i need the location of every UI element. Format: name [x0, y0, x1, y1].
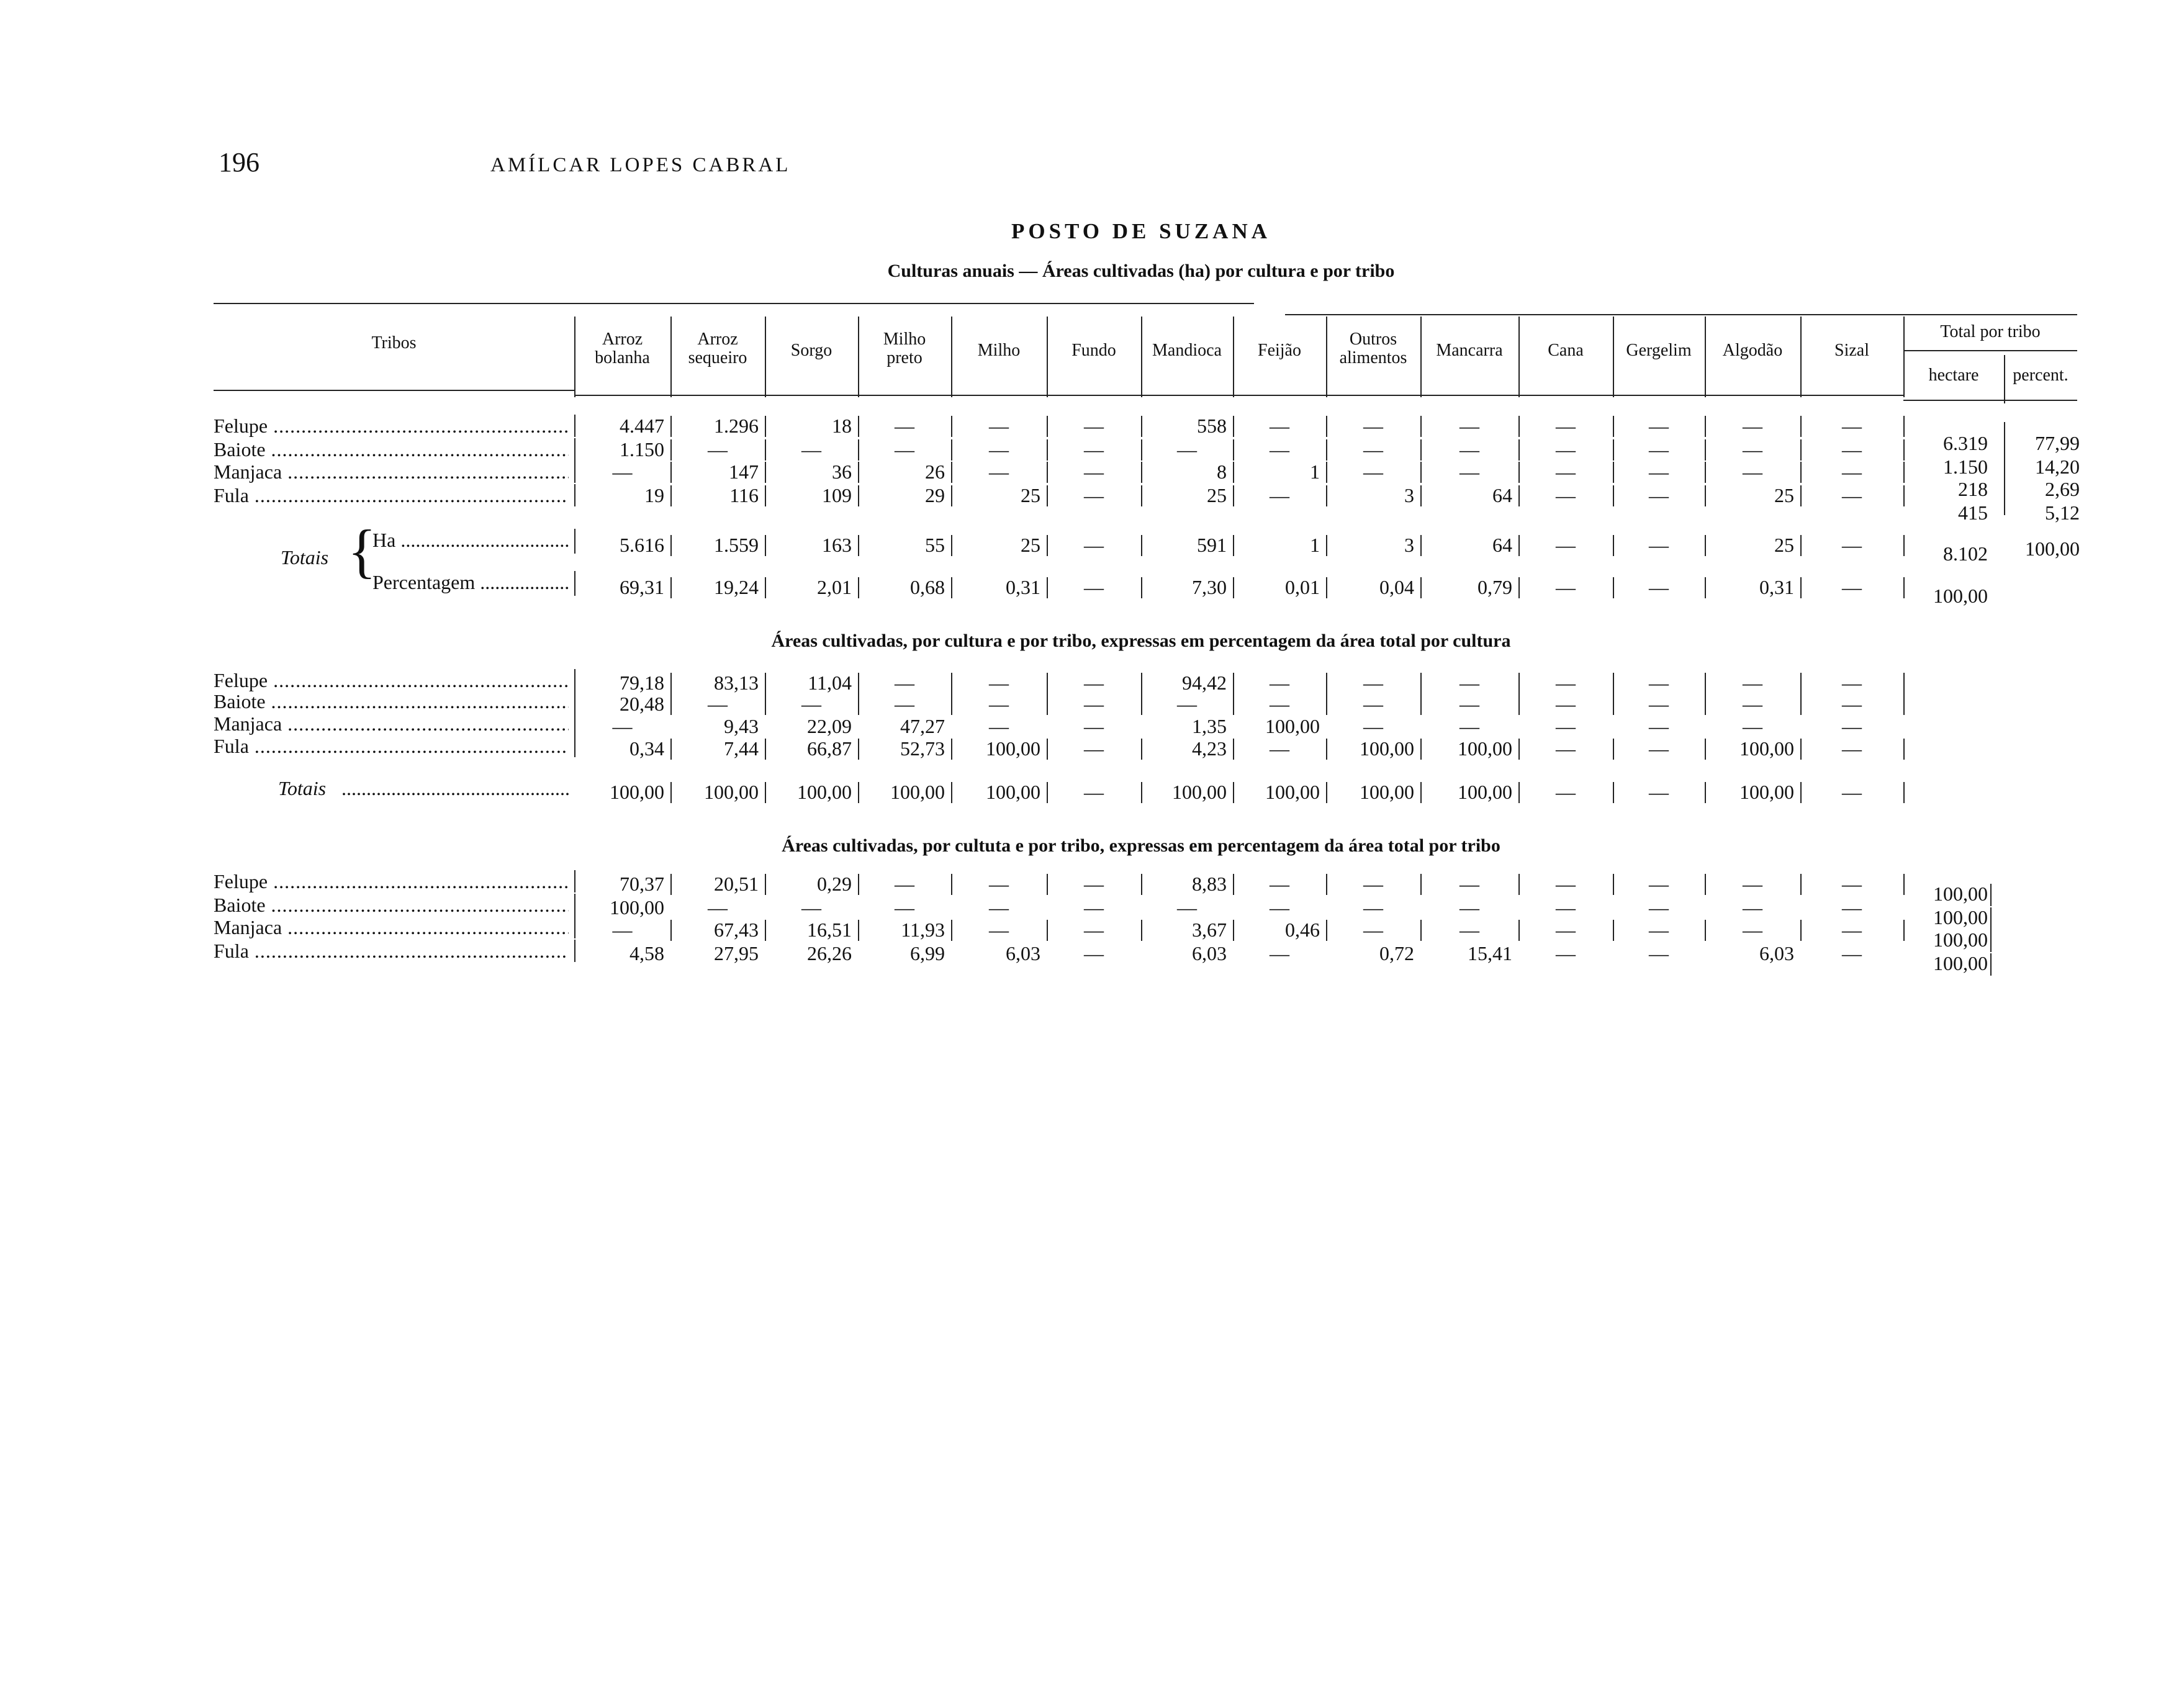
- section2-row-cell: —: [1842, 715, 1862, 737]
- section2-row-cell: 52,73: [900, 737, 945, 760]
- totals-row-cell: 25: [1774, 534, 1794, 556]
- section3-row-cell: 0,46: [1285, 919, 1320, 941]
- s3-total-felupe: 100,00: [1933, 883, 1988, 905]
- section2-totals-cell: 100,00: [610, 781, 664, 803]
- section2-totals-cell: 100,00: [1360, 781, 1414, 803]
- section2-row-cell: —: [1556, 715, 1576, 737]
- section3-row-cell: —: [1842, 896, 1862, 919]
- tribos-header: Tribos: [371, 333, 417, 353]
- section1-row-cell: 8: [1217, 461, 1227, 483]
- totals-row-cell: 5.616: [620, 534, 664, 556]
- section3-title: Áreas cultivadas, por cultuta e por tribo, expressas em percentagem da área total por tribo: [782, 835, 1500, 856]
- s3-row-label-fula: Fula .....: [214, 940, 569, 963]
- section2-row-cell: 4,23: [1192, 737, 1227, 760]
- section1-row-cell: —: [895, 415, 914, 437]
- s3-row-label-manjaca: Manjaca .....: [214, 916, 569, 939]
- section1-row-cell: —: [1459, 438, 1479, 461]
- section2-row-cell: 100,00: [1265, 715, 1320, 737]
- section2-row-cell: 47,27: [900, 715, 945, 737]
- section3-row-cell: 8,83: [1192, 873, 1227, 895]
- header-top-rule: [214, 303, 1254, 304]
- section2-row-cell: 1,35: [1192, 715, 1227, 737]
- section1-row-cell: 3: [1404, 484, 1414, 506]
- section3-row-cell: —: [1556, 896, 1576, 919]
- section3-row-cell: 4,58: [629, 942, 664, 964]
- row-label-baiote: Baiote .....: [214, 438, 569, 461]
- s2-row-label-fula: Fula .....: [214, 735, 569, 758]
- totals-row-cell: —: [1842, 576, 1862, 598]
- section2-row-cell: —: [1270, 672, 1289, 694]
- section1-row-cell: —: [1363, 415, 1383, 437]
- crop-header-3: Milho preto: [883, 330, 926, 367]
- totals-percent-0: 100,00: [2025, 537, 2080, 560]
- section1-row-cell: 36: [832, 461, 852, 483]
- crop-header-11: Gergelim: [1626, 341, 1692, 360]
- section1-row-cell: —: [1649, 438, 1669, 461]
- section3-row-cell: 67,43: [714, 919, 759, 941]
- section2-row-cell: —: [1084, 672, 1104, 694]
- total-percent-manjaca: 2,69: [2045, 478, 2080, 500]
- section3-row-cell: 0,72: [1379, 942, 1414, 964]
- section3-row-cell: —: [895, 873, 914, 895]
- section2-row-cell: —: [1177, 693, 1197, 715]
- section2-row-cell: —: [1743, 693, 1762, 715]
- totals-row-cell: 0,01: [1285, 576, 1320, 598]
- section3-row-cell: 70,37: [620, 873, 664, 895]
- section1-row-cell: 4.447: [620, 415, 664, 437]
- crop-header-2: Sorgo: [790, 341, 832, 360]
- section3-row-cell: —: [1459, 873, 1479, 895]
- totals-row-cell: 19,24: [714, 576, 759, 598]
- crop-header-5: Fundo: [1071, 341, 1116, 360]
- section1-row-cell: 147: [729, 461, 759, 483]
- section2-row-cell: —: [989, 672, 1009, 694]
- section1-row-cell: —: [989, 415, 1009, 437]
- total-hectare-manjaca: 218: [1958, 478, 1988, 500]
- section1-row-cell: 25: [1774, 484, 1794, 506]
- section1-row-cell: —: [1270, 415, 1289, 437]
- section1-row-cell: —: [1842, 461, 1862, 483]
- section1-row-cell: —: [1649, 484, 1669, 506]
- section2-row-cell: —: [1743, 672, 1762, 694]
- section3-row-cell: —: [1649, 896, 1669, 919]
- section3-row-cell: —: [989, 919, 1009, 941]
- section1-row-cell: —: [1459, 415, 1479, 437]
- totals-row-cell: —: [1084, 534, 1104, 556]
- section3-row-cell: —: [1743, 896, 1762, 919]
- section1-row-cell: 109: [822, 484, 852, 506]
- section3-row-cell: —: [1649, 873, 1669, 895]
- section2-row-cell: 9,43: [724, 715, 759, 737]
- section1-row-cell: 25: [1021, 484, 1040, 506]
- section1-row-cell: 558: [1197, 415, 1227, 437]
- section2-row-cell: —: [1459, 693, 1479, 715]
- section2-row-cell: —: [1084, 715, 1104, 737]
- section2-row-cell: —: [1459, 715, 1479, 737]
- crop-header-10: Cana: [1548, 341, 1584, 360]
- section2-totals-cell: 100,00: [704, 781, 759, 803]
- section1-row-cell: 29: [925, 484, 945, 506]
- cell-divider: [1903, 673, 1905, 694]
- crop-header-0: Arroz bolanha: [595, 330, 650, 367]
- totals-row-cell: 1: [1310, 534, 1320, 556]
- total-subcol-divider: [2004, 422, 2005, 515]
- total-divider: [1990, 884, 1992, 906]
- section3-row-cell: 0,29: [817, 873, 852, 895]
- section3-row-cell: —: [1459, 896, 1479, 919]
- totals-hectare-1: 100,00: [1933, 585, 1988, 607]
- totals-row-cell: 591: [1197, 534, 1227, 556]
- totals-row-cell: 0,31: [1759, 576, 1794, 598]
- section3-row-cell: —: [1363, 919, 1383, 941]
- section2-totals-cell: 100,00: [1265, 781, 1320, 803]
- section2-totals-cell: 100,00: [1739, 781, 1794, 803]
- section1-row-cell: —: [1842, 484, 1862, 506]
- cell-divider: [1903, 739, 1905, 760]
- s3-total-fula: 100,00: [1933, 952, 1988, 974]
- section2-row-cell: —: [1842, 672, 1862, 694]
- section3-row-cell: —: [989, 896, 1009, 919]
- section2-row-cell: —: [1649, 737, 1669, 760]
- section3-row-cell: —: [1270, 942, 1289, 964]
- section3-row-cell: —: [1270, 873, 1289, 895]
- section1-row-cell: 18: [832, 415, 852, 437]
- section2-totals-cell: —: [1649, 781, 1669, 803]
- crop-header-6: Mandioca: [1152, 341, 1222, 360]
- section2-row-cell: —: [1270, 737, 1289, 760]
- section2-row-cell: 94,42: [1182, 672, 1227, 694]
- section2-row-cell: —: [989, 715, 1009, 737]
- section2-row-cell: —: [1459, 672, 1479, 694]
- section1-row-cell: 64: [1492, 484, 1512, 506]
- section1-row-cell: 19: [644, 484, 664, 506]
- crop-header-9: Mancarra: [1436, 341, 1503, 360]
- section3-row-cell: —: [1084, 873, 1104, 895]
- total-group-rule: [1903, 350, 2077, 351]
- crop-header-4: Milho: [977, 341, 1021, 360]
- s2-row-label-felupe: Felupe .....: [214, 669, 569, 692]
- section3-row-cell: —: [1084, 896, 1104, 919]
- section1-row-cell: —: [1363, 461, 1383, 483]
- totals-brace: {: [348, 518, 377, 584]
- section3-row-cell: 11,93: [901, 919, 945, 941]
- section3-row-cell: —: [895, 896, 914, 919]
- totals-row-cell: 64: [1492, 534, 1512, 556]
- section3-row-cell: —: [1649, 942, 1669, 964]
- section2-row-cell: —: [1649, 672, 1669, 694]
- table-title: POSTO DE SUZANA: [1011, 219, 1271, 243]
- running-head: AMÍLCAR LOPES CABRAL: [490, 154, 791, 176]
- s3-row-label-baiote: Baiote .....: [214, 894, 569, 917]
- section3-row-cell: —: [1743, 919, 1762, 941]
- section3-row-cell: —: [989, 873, 1009, 895]
- row-label-manjaca: Manjaca .....: [214, 461, 569, 483]
- section1-row-cell: —: [801, 438, 821, 461]
- section2-row-cell: —: [895, 693, 914, 715]
- section2-row-cell: 22,09: [807, 715, 852, 737]
- section1-row-cell: —: [708, 438, 728, 461]
- crop-header-8: Outros alimentos: [1339, 330, 1407, 367]
- section2-row-cell: —: [1556, 672, 1576, 694]
- page-number: 196: [219, 147, 259, 178]
- total-divider: [1990, 930, 1992, 952]
- section2-row-cell: —: [1363, 672, 1383, 694]
- totals-row-cell: —: [1649, 576, 1669, 598]
- total-hectare-header: hectare: [1928, 366, 1979, 385]
- totals-row-cell: 0,79: [1477, 576, 1512, 598]
- section2-totals-cell: 100,00: [1458, 781, 1512, 803]
- section2-row-cell: —: [1270, 693, 1289, 715]
- crop-header-1: Arroz sequeiro: [688, 330, 747, 367]
- total-group-header: Total por tribo: [1940, 322, 2041, 341]
- totals-sublabel-1: Percentagem .....: [372, 571, 569, 594]
- section1-row-cell: —: [1649, 415, 1669, 437]
- section3-row-cell: —: [1363, 873, 1383, 895]
- section1-row-cell: —: [895, 438, 914, 461]
- section1-row-cell: —: [1556, 438, 1576, 461]
- section3-row-cell: 6,03: [1759, 942, 1794, 964]
- section3-row-cell: 27,95: [714, 942, 759, 964]
- section1-row-cell: —: [1743, 438, 1762, 461]
- section2-row-cell: —: [1084, 693, 1104, 715]
- totals-row-cell: 69,31: [620, 576, 664, 598]
- section2-row-cell: —: [1363, 693, 1383, 715]
- section3-row-cell: —: [801, 896, 821, 919]
- section2-row-cell: —: [989, 693, 1009, 715]
- section2-totals-cell: 100,00: [890, 781, 945, 803]
- total-hectare-felupe: 6.319: [1943, 432, 1988, 454]
- section3-row-cell: 16,51: [807, 919, 852, 941]
- section1-row-cell: —: [1743, 415, 1762, 437]
- section2-totals-cell: 100,00: [986, 781, 1040, 803]
- s3-total-manjaca: 100,00: [1933, 928, 1988, 951]
- section1-row-cell: 25: [1207, 484, 1227, 506]
- section1-row-cell: —: [1270, 484, 1289, 506]
- table-subtitle: Culturas anuais — Áreas cultivadas (ha) por cultura e por tribo: [887, 261, 1395, 281]
- total-percent-header: percent.: [2013, 366, 2068, 385]
- section3-row-cell: 15,41: [1468, 942, 1512, 964]
- section1-row-cell: 26: [925, 461, 945, 483]
- section2-totals-cell: 100,00: [797, 781, 852, 803]
- totals-row-cell: —: [1842, 534, 1862, 556]
- totals-row-cell: —: [1084, 576, 1104, 598]
- section3-row-cell: 3,67: [1192, 919, 1227, 941]
- totals-row-cell: 25: [1021, 534, 1040, 556]
- section2-row-cell: 100,00: [986, 737, 1040, 760]
- section2-row-cell: —: [1363, 715, 1383, 737]
- totals-row-cell: 7,30: [1192, 576, 1227, 598]
- totals-row-cell: 1.559: [714, 534, 759, 556]
- section2-row-cell: 0,34: [629, 737, 664, 760]
- total-hectare-baiote: 1.150: [1943, 456, 1988, 478]
- section1-row-cell: —: [1084, 415, 1104, 437]
- header-bottom-rule: [214, 390, 574, 391]
- section1-row-cell: —: [989, 438, 1009, 461]
- section2-title: Áreas cultivadas, por cultura e por tribo, expressas em percentagem da área total por cultura: [771, 631, 1511, 651]
- section1-row-cell: —: [1177, 438, 1197, 461]
- totals-row-cell: 2,01: [817, 576, 852, 598]
- section1-row-cell: —: [1556, 461, 1576, 483]
- section3-row-cell: —: [708, 896, 728, 919]
- section2-row-cell: 20,48: [620, 693, 664, 715]
- section2-row-cell: 79,18: [620, 672, 664, 694]
- totals-hectare-0: 8.102: [1943, 542, 1988, 565]
- section3-row-cell: —: [1556, 919, 1576, 941]
- section2-row-cell: —: [1649, 693, 1669, 715]
- section3-row-cell: —: [1084, 919, 1104, 941]
- section1-row-cell: —: [612, 461, 633, 483]
- total-divider: [1990, 907, 1992, 930]
- section3-row-cell: 20,51: [714, 873, 759, 895]
- section1-row-cell: —: [1363, 438, 1383, 461]
- section2-row-cell: 7,44: [724, 737, 759, 760]
- section1-row-cell: 1: [1310, 461, 1320, 483]
- section3-row-cell: —: [1363, 896, 1383, 919]
- section2-totals-cell: —: [1556, 781, 1576, 803]
- section3-row-cell: —: [1556, 873, 1576, 895]
- totals-row-cell: 163: [822, 534, 852, 556]
- section2-row-cell: 100,00: [1360, 737, 1414, 760]
- section3-row-cell: —: [1556, 942, 1576, 964]
- section2-row-cell: —: [801, 693, 821, 715]
- section1-row-cell: —: [1649, 461, 1669, 483]
- section3-row-cell: 6,99: [910, 942, 945, 964]
- section3-row-cell: 6,03: [1192, 942, 1227, 964]
- row-label-felupe: Felupe .....: [214, 415, 569, 438]
- section2-row-cell: 11,04: [808, 672, 852, 694]
- section3-row-cell: —: [1084, 942, 1104, 964]
- section1-row-cell: —: [1743, 461, 1762, 483]
- section2-totals-cell: 100,00: [1172, 781, 1227, 803]
- section3-row-cell: —: [1842, 873, 1862, 895]
- section2-row-cell: —: [1649, 715, 1669, 737]
- section1-row-cell: 116: [729, 484, 759, 506]
- crop-header-12: Algodão: [1722, 341, 1783, 360]
- crop-header-13: Sizal: [1834, 341, 1869, 360]
- section3-row-cell: —: [612, 919, 633, 941]
- section3-row-cell: —: [1270, 896, 1289, 919]
- s2-row-label-baiote: Baiote .....: [214, 690, 569, 713]
- section2-row-cell: 83,13: [714, 672, 759, 694]
- section3-row-cell: —: [1459, 919, 1479, 941]
- total-hectare-fula: 415: [1958, 501, 1988, 524]
- section2-row-cell: —: [612, 715, 633, 737]
- section1-row-cell: 1.296: [714, 415, 759, 437]
- section3-row-cell: —: [1649, 919, 1669, 941]
- section1-row-cell: —: [1842, 415, 1862, 437]
- section1-row-cell: —: [1270, 438, 1289, 461]
- section1-row-cell: —: [1459, 461, 1479, 483]
- section2-row-cell: 66,87: [807, 737, 852, 760]
- section2-totals-cell: —: [1842, 781, 1862, 803]
- section3-row-cell: —: [1177, 896, 1197, 919]
- s2-totals-label: Totais: [278, 777, 327, 799]
- section1-row-cell: —: [989, 461, 1009, 483]
- totals-row-cell: —: [1556, 534, 1576, 556]
- header-bottom-rule-crops: [574, 395, 1903, 396]
- section1-row-cell: —: [1084, 484, 1104, 506]
- totals-row-cell: 55: [925, 534, 945, 556]
- section2-row-cell: —: [1556, 693, 1576, 715]
- totals-row-cell: —: [1556, 576, 1576, 598]
- total-divider: [1990, 953, 1992, 976]
- s2-row-label-manjaca: Manjaca .....: [214, 712, 569, 735]
- section2-totals-cell: —: [1084, 781, 1104, 803]
- section2-row-cell: —: [1556, 737, 1576, 760]
- section2-row-cell: 100,00: [1458, 737, 1512, 760]
- totals-row-cell: —: [1649, 534, 1669, 556]
- section2-row-cell: —: [1084, 737, 1104, 760]
- section2-row-cell: —: [1743, 715, 1762, 737]
- section1-row-cell: 1.150: [620, 438, 664, 461]
- cell-divider: [1903, 694, 1905, 715]
- totals-row-cell: 0,68: [910, 576, 945, 598]
- section3-row-cell: —: [1743, 873, 1762, 895]
- cell-divider: [1903, 782, 1905, 803]
- header-bottom-rule-total: [1903, 400, 2077, 401]
- s3-row-label-felupe: Felupe .....: [214, 870, 569, 893]
- total-percent-baiote: 14,20: [2035, 456, 2080, 478]
- section2-row-cell: —: [895, 672, 914, 694]
- section3-row-cell: 26,26: [807, 942, 852, 964]
- totals-row-cell: 0,04: [1379, 576, 1414, 598]
- row-label-fula: Fula .....: [214, 484, 569, 507]
- total-percent-felupe: 77,99: [2035, 432, 2080, 454]
- section1-row-cell: —: [1084, 438, 1104, 461]
- totals-sublabel-0: Ha .....: [372, 529, 569, 552]
- section3-row-cell: 6,03: [1006, 942, 1040, 964]
- crop-header-7: Feijão: [1258, 341, 1301, 360]
- header-top-rule-right: [1285, 314, 2077, 315]
- section1-row-cell: —: [1842, 438, 1862, 461]
- total-percent-fula: 5,12: [2045, 501, 2080, 524]
- section3-row-cell: —: [1842, 919, 1862, 941]
- section2-row-cell: —: [1842, 693, 1862, 715]
- section2-row-cell: —: [1842, 737, 1862, 760]
- totals-row-cell: 0,31: [1006, 576, 1040, 598]
- section3-row-cell: 100,00: [610, 896, 664, 919]
- section2-row-cell: —: [708, 693, 728, 715]
- section2-row-cell: 100,00: [1739, 737, 1794, 760]
- s3-total-baiote: 100,00: [1933, 906, 1988, 928]
- s2-totals-dots: [341, 777, 569, 800]
- section1-row-cell: —: [1084, 461, 1104, 483]
- section3-row-cell: —: [1842, 942, 1862, 964]
- section1-row-cell: —: [1556, 415, 1576, 437]
- section1-row-cell: —: [1556, 484, 1576, 506]
- totals-label: Totais: [281, 546, 329, 569]
- totals-row-cell: 3: [1404, 534, 1414, 556]
